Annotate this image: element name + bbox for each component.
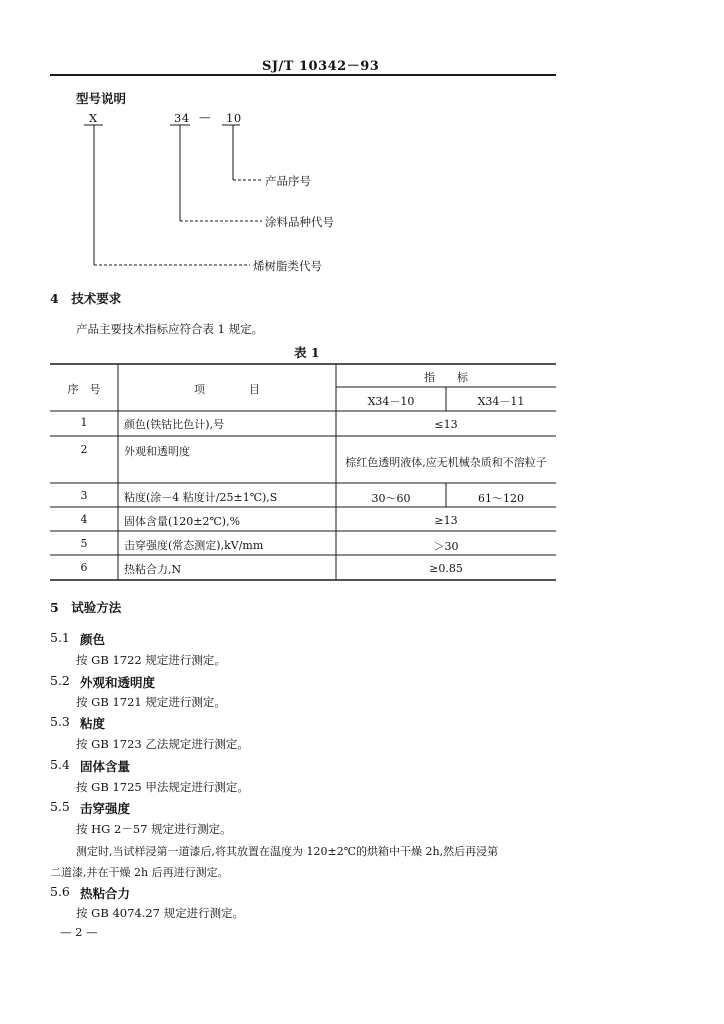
item-5-5-num: 5.5 [50, 799, 70, 814]
page-number: — 2 — [60, 925, 98, 939]
table-row-1-value: ≤13 [434, 418, 458, 431]
label-product-serial: 产品序号 [265, 174, 311, 188]
table-row-4-item: 固体含量(120±2℃),% [124, 515, 241, 528]
standard-code: SJ/T 10342－93 [262, 59, 380, 74]
item-5-5-title: 击穿强度 [80, 801, 131, 816]
table-header-index: 指 标 [424, 371, 468, 384]
table-subheader-x34-11: X34－11 [477, 395, 525, 408]
item-5-1-title: 颜色 [80, 632, 106, 647]
table-row-3-no: 3 [80, 489, 88, 502]
table-row-5-item: 击穿强度(常态测定),kV/mm [124, 539, 264, 552]
table-header-no: 序 号 [67, 383, 101, 396]
table-subheader-x34-10: X34－10 [367, 395, 415, 408]
table-row-5-value: ＞30 [433, 540, 459, 553]
item-5-3-body: 按 GB 1723 乙法规定进行测定。 [76, 737, 249, 751]
table-row-2-value: 棕红色透明液体,应无机械杂质和不溶粒子 [345, 456, 547, 469]
table-row-3-value-x34-11: 61～120 [478, 492, 524, 505]
item-5-3-title: 粘度 [80, 716, 106, 731]
item-5-4-body: 按 GB 1725 甲法规定进行测定。 [76, 780, 249, 794]
item-5-2-body: 按 GB 1721 规定进行测定。 [76, 695, 226, 709]
model-code-part2: 34 [174, 111, 190, 125]
table-row-5-no: 5 [80, 537, 88, 550]
table-header-item: 项 目 [194, 383, 260, 396]
table-row-3-item: 粘度(涂－4 粘度计/25±1℃),S [124, 491, 278, 504]
model-code-part1: X [89, 111, 98, 125]
table-row-4-no: 4 [80, 513, 88, 526]
table-row-4-value: ≥13 [434, 514, 458, 527]
model-code-dash: — [199, 110, 211, 124]
model-code-part3: 10 [226, 111, 242, 125]
item-5-4-num: 5.4 [50, 757, 70, 772]
table-row-6-item: 热粘合力,N [124, 563, 182, 576]
table-row-6-no: 6 [80, 561, 88, 574]
table-row-1-no: 1 [80, 416, 88, 429]
table-row-2-no: 2 [80, 443, 88, 456]
item-5-1-body: 按 GB 1722 规定进行测定。 [76, 653, 226, 667]
table-row-6-value: ≥0.85 [429, 562, 463, 575]
item-5-2-title: 外观和透明度 [80, 675, 156, 690]
table-title: 表 1 [294, 345, 320, 360]
item-5-5-note-line1: 测定时,当试样浸第一道漆后,将其放置在温度为 120±2℃的烘箱中干燥 2h,然后再浸第 [76, 845, 499, 858]
section4-heading: 4 技术要求 [50, 291, 122, 306]
model-section-title: 型号说明 [76, 91, 127, 106]
label-resin-class: 烯树脂类代号 [253, 259, 322, 273]
table-row-1-item: 颜色(铁钴比色计),号 [124, 418, 225, 431]
item-5-1-num: 5.1 [50, 630, 70, 645]
item-5-6-body: 按 GB 4074.27 规定进行测定。 [76, 906, 245, 920]
item-5-5-body: 按 HG 2－57 规定进行测定。 [76, 822, 232, 836]
item-5-5-note-line2: 二道漆,并在干燥 2h 后再进行测定。 [50, 866, 229, 879]
item-5-6-title: 热粘合力 [80, 886, 131, 901]
item-5-2-num: 5.2 [50, 673, 70, 688]
item-5-4-title: 固体含量 [80, 759, 131, 774]
table-row-3-value-x34-10: 30～60 [371, 492, 411, 505]
item-5-6-num: 5.6 [50, 884, 70, 899]
item-5-3-num: 5.3 [50, 714, 70, 729]
section5-heading: 5 试验方法 [50, 600, 122, 615]
section4-intro: 产品主要技术指标应符合表 1 规定。 [76, 322, 264, 336]
label-coating-variety: 涂料品种代号 [265, 215, 334, 229]
table-row-2-item: 外观和透明度 [124, 445, 190, 458]
